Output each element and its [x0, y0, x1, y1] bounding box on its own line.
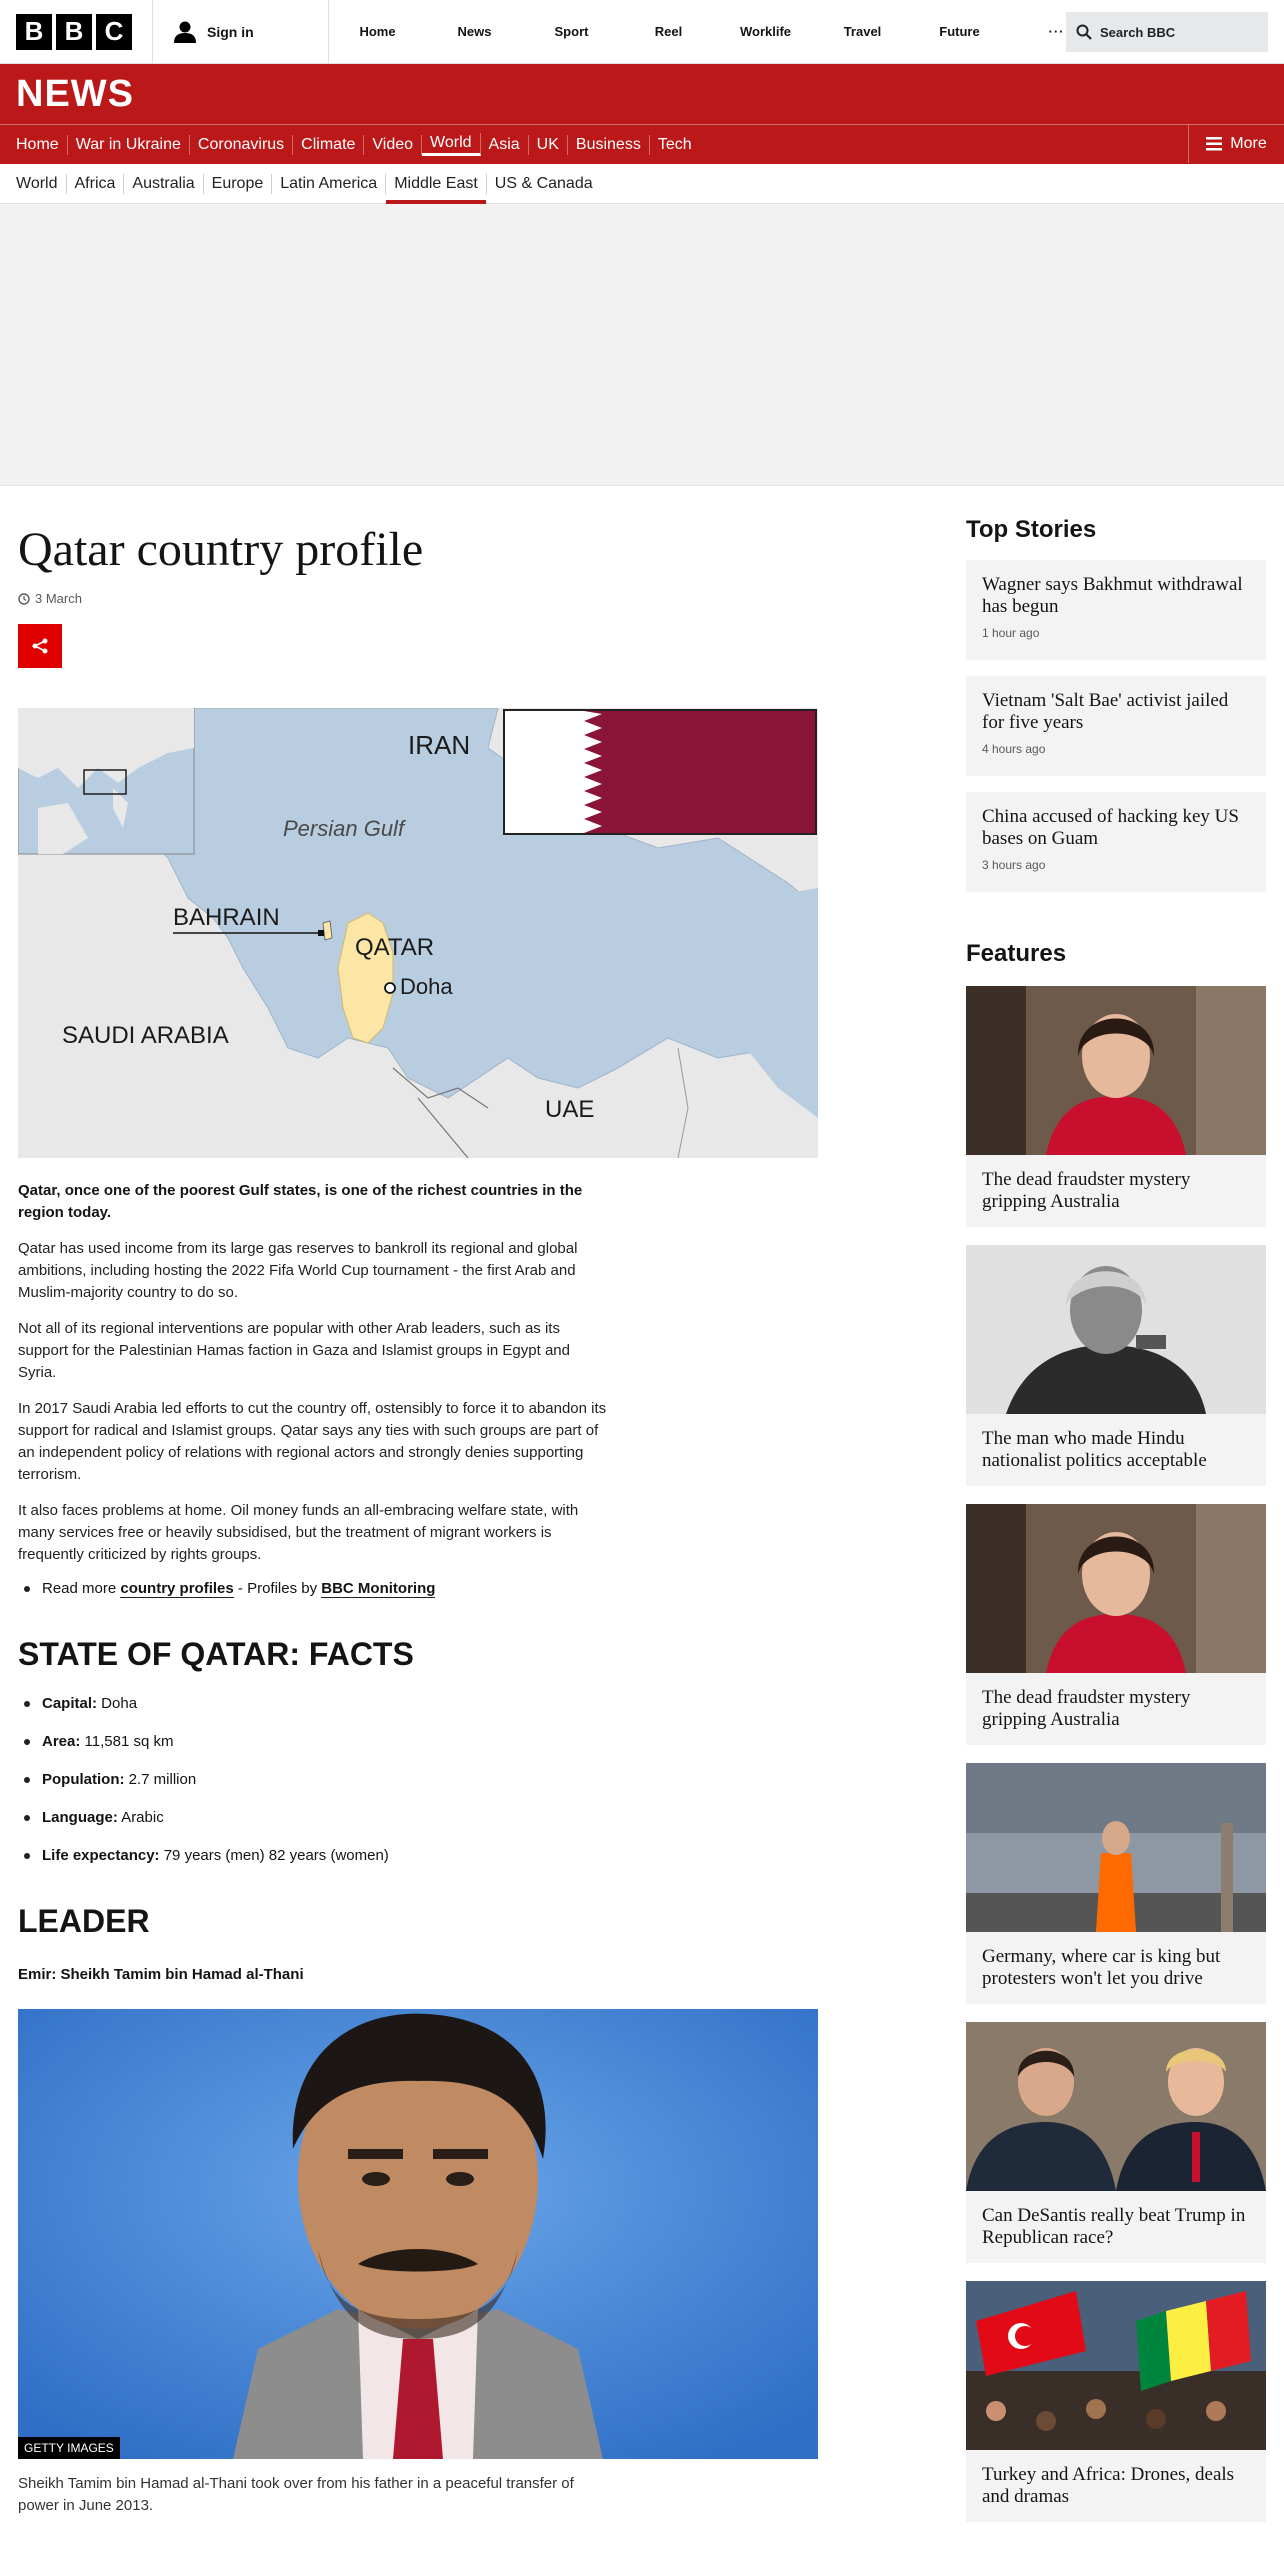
section-nav-tech[interactable]: Tech	[657, 135, 692, 153]
global-nav-future[interactable]: Future	[939, 24, 980, 39]
fact-item	[18, 1731, 818, 1753]
read-more-item	[18, 1578, 818, 1600]
share-icon	[31, 637, 49, 655]
feature-card[interactable]	[966, 986, 1266, 1227]
global-nav-sport[interactable]: Sport	[554, 24, 589, 39]
fact-value: 79 years (men) 82 years (women)	[159, 1847, 389, 1864]
fact-item	[18, 1807, 818, 1829]
article-intro: Qatar, once one of the poorest Gulf states, is one of the richest countries in the region today.	[18, 1182, 583, 1221]
feature-title: Turkey and Africa: Drones, deals and dramas	[982, 2464, 1235, 2507]
top-story[interactable]	[966, 560, 1266, 660]
section-nav-climate[interactable]: Climate	[293, 135, 364, 155]
fact-item	[18, 1845, 818, 1867]
logo-letter: B	[16, 14, 52, 50]
sub-nav-latin-america[interactable]: Latin America	[272, 174, 386, 194]
fact-label: Population:	[42, 1771, 125, 1788]
sub-nav	[0, 164, 1284, 204]
top-stories-heading: Top Stories	[966, 516, 1097, 543]
global-nav-home[interactable]: Home	[359, 24, 396, 39]
more-menu-button[interactable]: ···	[1048, 24, 1065, 39]
section-nav-home[interactable]: Home	[0, 135, 68, 155]
feature-image	[966, 2281, 1266, 2450]
feature-card[interactable]	[966, 2022, 1266, 2263]
global-nav-news[interactable]: News	[457, 24, 492, 39]
feature-image	[966, 1763, 1266, 1932]
share-button[interactable]	[18, 624, 62, 668]
search-placeholder: Search BBC	[1100, 24, 1176, 40]
top-story[interactable]	[966, 792, 1266, 892]
bbc-monitoring-link[interactable]: BBC Monitoring	[321, 1580, 436, 1597]
feature-title: The dead fraudster mystery gripping Australia	[982, 1687, 1191, 1730]
section-nav-asia[interactable]: Asia	[481, 135, 529, 155]
section-nav	[0, 124, 1284, 164]
sub-nav-middle-east[interactable]: Middle East	[386, 174, 487, 194]
map-label-qatar: QATAR	[355, 934, 435, 961]
features-heading: Features	[966, 940, 1067, 967]
section-more-button[interactable]	[1188, 125, 1284, 163]
section-more-label: More	[1230, 135, 1267, 152]
feature-title: The man who made Hindu nationalist politics acceptable	[982, 1428, 1207, 1471]
feature-image	[966, 2022, 1266, 2191]
page-title: Qatar country profile	[18, 523, 424, 576]
feature-image	[966, 1245, 1266, 1414]
leader-heading: LEADER	[18, 1903, 150, 1939]
global-nav-reel[interactable]: Reel	[654, 24, 683, 39]
top-story-title: China accused of hacking key US bases on Guam	[982, 806, 1239, 849]
feature-card[interactable]	[966, 1763, 1266, 2004]
map-label-saudi: SAUDI ARABIA	[62, 1022, 229, 1049]
global-header	[0, 0, 1284, 64]
facts-list	[18, 1693, 818, 1867]
leader-photo	[18, 2009, 818, 2459]
date-text: 3 March	[35, 591, 82, 606]
sub-nav-australia[interactable]: Australia	[124, 174, 203, 194]
read-more-middle: - Profiles by	[233, 1580, 322, 1597]
qatar-map	[18, 708, 818, 1158]
fact-item	[18, 1769, 818, 1791]
article-paragraph: It also faces problems at home. Oil money funds an all-embracing welfare state, with many services free or heavily subsidised, but the treatment of migrant workers is frequently criticized by rights groups.	[18, 1502, 579, 1563]
top-story-time: 4 hours ago	[982, 742, 1046, 756]
hamburger-icon	[1206, 137, 1222, 151]
qatar-flag-maroon	[584, 711, 815, 833]
top-story-time: 3 hours ago	[982, 858, 1046, 872]
map-label-uae: UAE	[545, 1096, 595, 1123]
global-nav-worklife[interactable]: Worklife	[739, 24, 792, 39]
bbc-logo[interactable]	[16, 14, 132, 50]
advert-placeholder	[0, 204, 1284, 486]
top-story-title: Vietnam 'Salt Bae' activist jailed for five years	[982, 690, 1229, 733]
fact-value: 11,581 sq km	[80, 1733, 174, 1750]
fact-item	[18, 1693, 818, 1715]
section-nav-uk[interactable]: UK	[529, 135, 568, 155]
news-wordmark[interactable]: NEWS	[16, 72, 134, 115]
section-nav-coronavirus[interactable]: Coronavirus	[190, 135, 293, 155]
portrait-graphic	[18, 2009, 818, 2459]
article-paragraph: Not all of its regional interventions are popular with other Arab leaders, such as its support for the Palestinian Hamas faction in Gaza and Islamist groups in Egypt and Syria.	[18, 1320, 570, 1381]
feature-title: Can DeSantis really beat Trump in Republican race?	[982, 2205, 1246, 2248]
feature-card[interactable]	[966, 2281, 1266, 2522]
fact-value: Doha	[97, 1695, 138, 1712]
map-label-bahrain: BAHRAIN	[173, 904, 280, 931]
country-profiles-link[interactable]: country profiles	[120, 1580, 234, 1597]
fact-label: Area:	[42, 1733, 81, 1750]
fact-label: Life expectancy:	[42, 1847, 160, 1864]
user-icon	[173, 20, 197, 44]
read-more-prefix: Read more	[42, 1580, 121, 1597]
news-banner	[0, 64, 1284, 124]
sub-nav-africa[interactable]: Africa	[67, 174, 125, 194]
logo-letter: C	[96, 14, 132, 50]
leader-name: Emir: Sheikh Tamim bin Hamad al-Thani	[18, 1966, 304, 1983]
fact-label: Capital:	[42, 1695, 98, 1712]
feature-image	[966, 1504, 1266, 1673]
search-box[interactable]	[1066, 12, 1268, 52]
section-nav-business[interactable]: Business	[568, 135, 650, 155]
sidebar	[966, 486, 1266, 2522]
facts-heading: STATE OF QATAR: FACTS	[18, 1636, 414, 1672]
map-graphic	[18, 708, 818, 1158]
section-nav-world[interactable]: World	[422, 133, 481, 156]
map-label-iran: IRAN	[408, 730, 471, 760]
top-story-title: Wagner says Bakhmut withdrawal has begun	[982, 574, 1243, 617]
sub-nav-us-canada[interactable]: US & Canada	[494, 174, 593, 192]
feature-card[interactable]	[966, 1504, 1266, 1745]
feature-image	[966, 986, 1266, 1155]
section-nav-war-in-ukraine[interactable]: War in Ukraine	[68, 135, 190, 155]
article-paragraph: In 2017 Saudi Arabia led efforts to cut the country off, ostensibly to force it to abandon its support for radical and Islamist groups. Qatar says any ties with such groups are part of an independent policy of relations with regional actors and strongly denies supporting terrorism.	[18, 1400, 607, 1483]
sub-nav-world[interactable]: World	[0, 174, 67, 194]
sub-nav-europe[interactable]: Europe	[204, 174, 273, 194]
section-nav-video[interactable]: Video	[364, 135, 422, 155]
logo-letter: B	[56, 14, 92, 50]
feature-card[interactable]	[966, 1245, 1266, 1486]
sign-in-link[interactable]	[152, 0, 328, 64]
clock-icon	[18, 593, 30, 605]
global-nav	[328, 0, 1105, 64]
map-label-gulf: Persian Gulf	[283, 816, 405, 841]
article	[18, 486, 818, 2517]
feature-title: The dead fraudster mystery gripping Australia	[982, 1169, 1191, 1212]
fact-value: 2.7 million	[124, 1771, 197, 1788]
top-story[interactable]	[966, 676, 1266, 776]
global-nav-travel[interactable]: Travel	[843, 24, 882, 39]
search-icon	[1076, 24, 1092, 40]
sign-in-label: Sign in	[207, 23, 254, 40]
top-story-time: 1 hour ago	[982, 626, 1040, 640]
fact-label: Language:	[42, 1809, 118, 1826]
article-date	[18, 591, 818, 606]
fact-value: Arabic	[117, 1809, 164, 1826]
feature-title: Germany, where car is king but protesters won't let you drive	[982, 1946, 1221, 1989]
article-paragraph: Qatar has used income from its large gas reserves to bankroll its regional and global ambitions, including hosting the 2022 Fifa World Cup tournament - the first Arab and Muslim-majority country to do so.	[18, 1240, 578, 1301]
photo-credit: GETTY IMAGES	[18, 2437, 120, 2459]
photo-caption: Sheikh Tamim bin Hamad al-Thani took over from his father in a peaceful transfer of power in June 2013.	[18, 2475, 574, 2514]
bahrain-land	[323, 921, 332, 940]
map-label-doha: Doha	[400, 974, 453, 999]
doha-marker	[385, 983, 395, 993]
